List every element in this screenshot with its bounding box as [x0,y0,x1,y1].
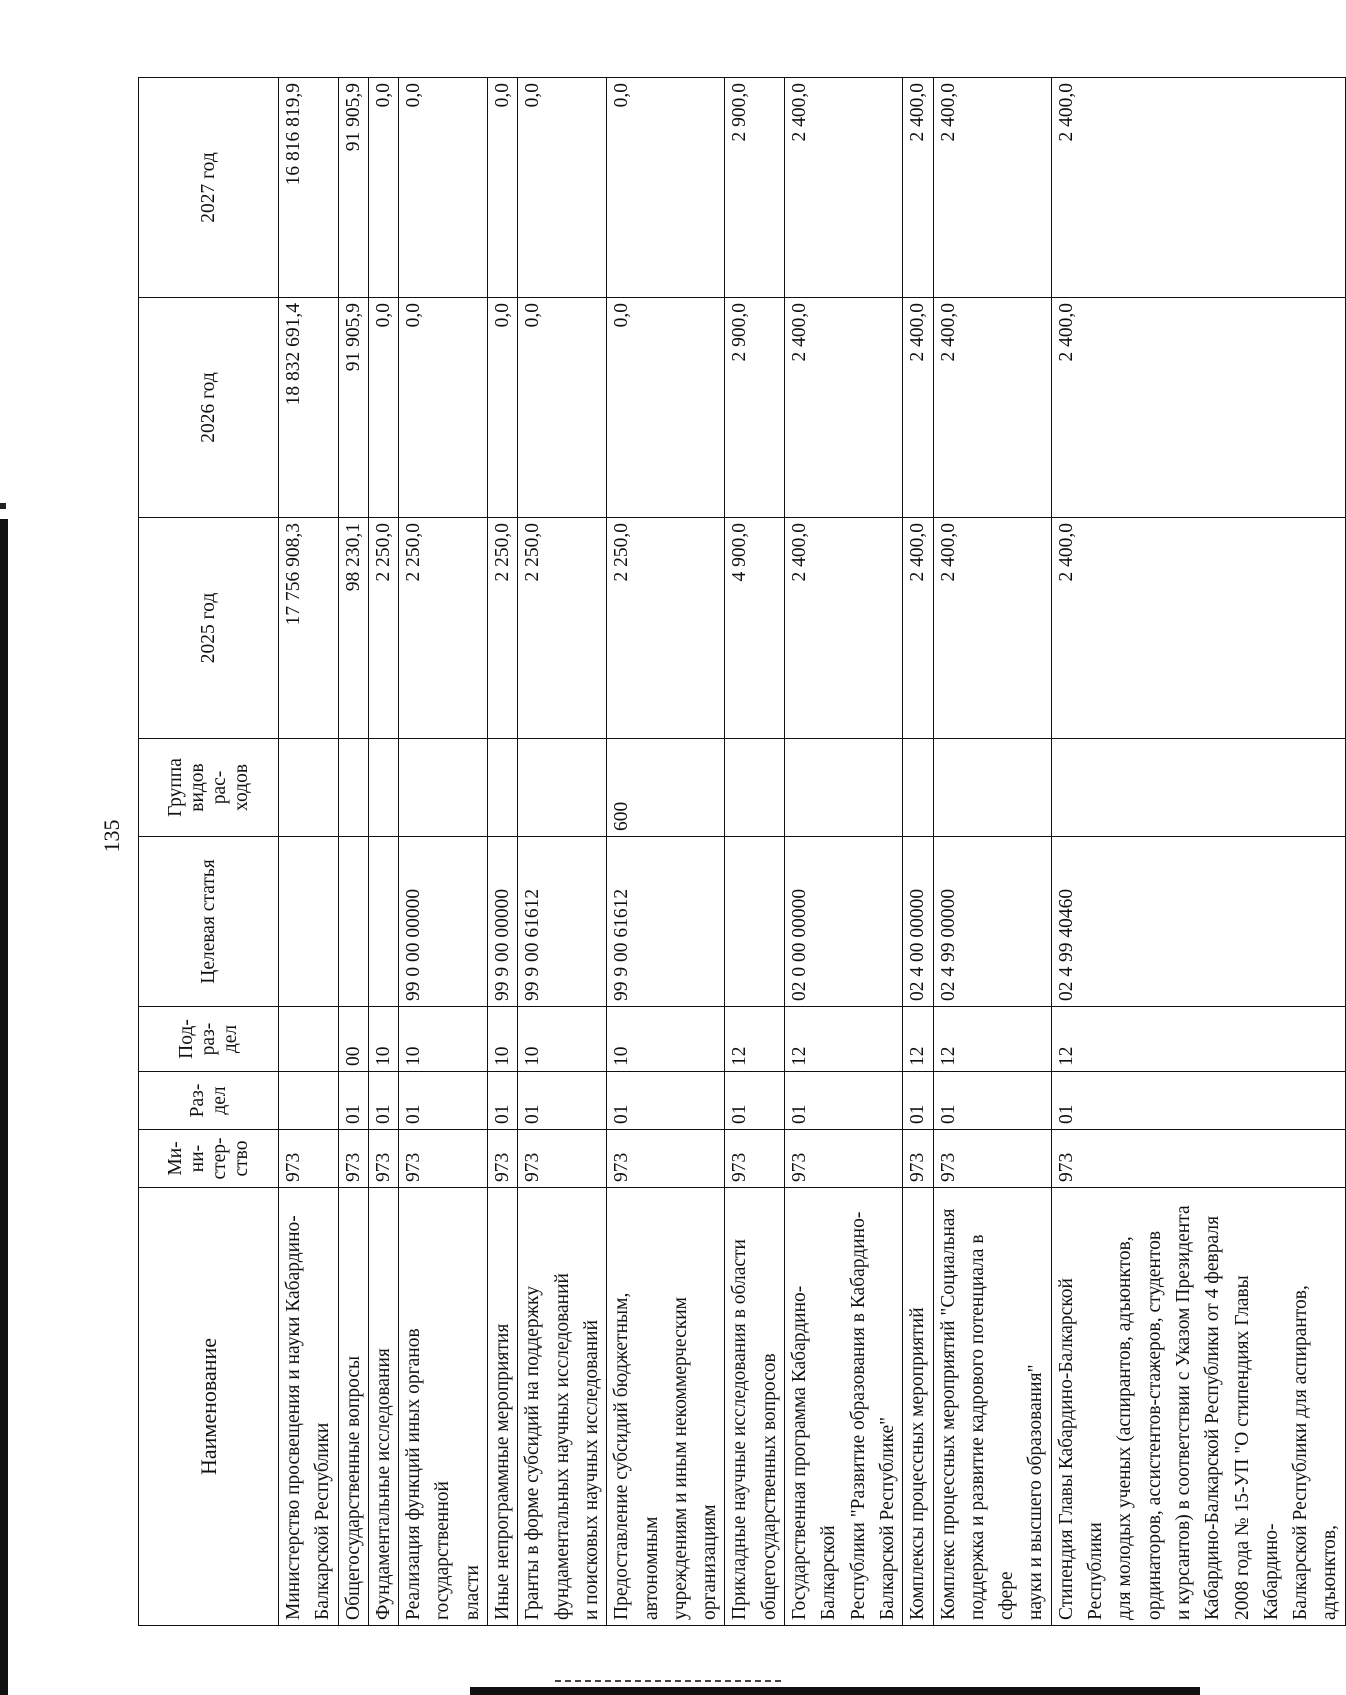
row-section: 01 [488,1072,518,1130]
table-row [1051,78,1345,1626]
row-section: 01 [903,1072,933,1130]
header-line: ство [230,1140,252,1177]
row-name-line: Балкарской Республики для аспирантов, адъюнктов, [1290,1285,1341,1620]
row-group [488,739,518,837]
row-name [279,1188,339,1626]
row-group [338,739,368,837]
row-target [338,837,368,1007]
header-line: ходов [230,763,252,812]
row-section: 01 [785,1072,903,1130]
table-row [903,78,933,1626]
row-section: 01 [368,1072,398,1130]
row-subsection: 10 [368,1007,398,1072]
row-value-2025: 2 400,0 [903,518,933,739]
row-ministry: 973 [785,1130,903,1188]
row-value-2025: 2 250,0 [399,518,488,739]
row-ministry: 973 [933,1130,1051,1188]
row-name-line: Балкарской Республике" [876,1416,898,1620]
row-ministry: 973 [518,1130,607,1188]
row-name-line: ординаторов, ассистентов-стажеров, студентов [1143,1230,1165,1620]
page-number: 135 [99,819,124,853]
row-value-2026: 0,0 [488,298,518,518]
header-line: Под- [175,1019,197,1059]
row-target: 02 0 00 00000 [785,837,903,1007]
row-value-2025: 98 230,1 [338,518,368,739]
row-value-2027: 0,0 [399,78,488,298]
row-group: 600 [607,739,725,837]
row-section: 01 [399,1072,488,1130]
row-value-2025: 2 400,0 [1051,518,1345,739]
rotated-budget-table [138,78,1341,1626]
row-value-2026: 91 905,9 [338,298,368,518]
row-name-line: поддержка и развитие кадрового потенциала в сфере [966,1234,1018,1620]
row-section: 01 [933,1072,1051,1130]
row-value-2026: 2 400,0 [1051,298,1345,518]
row-value-2026: 0,0 [399,298,488,518]
header-target: Целевая статья [139,837,279,1007]
row-value-2027: 0,0 [488,78,518,298]
row-value-2025: 2 400,0 [933,518,1051,739]
row-name-line: Кабардино-Балкарской Республики от 4 февраля [1202,1215,1224,1620]
row-name-line: и поисковых научных исследований [580,1319,602,1620]
row-name [338,1188,368,1626]
row-value-2027: 16 816 819,9 [279,78,339,298]
row-group [1051,739,1345,837]
row-group [518,739,607,837]
row-subsection [279,1007,339,1072]
row-value-2025: 17 756 908,3 [279,518,339,739]
table-row [607,78,725,1626]
row-target: 99 0 00 00000 [399,837,488,1007]
row-value-2027: 0,0 [368,78,398,298]
row-target: 99 9 00 61612 [607,837,725,1007]
table-row [725,78,785,1626]
row-value-2025: 2 250,0 [607,518,725,739]
row-value-2026: 0,0 [518,298,607,518]
row-subsection: 10 [488,1007,518,1072]
row-value-2026: 2 400,0 [785,298,903,518]
row-value-2027: 0,0 [607,78,725,298]
row-ministry: 973 [903,1130,933,1188]
row-value-2026: 18 832 691,4 [279,298,339,518]
row-group [903,739,933,837]
row-name [399,1188,488,1626]
row-section: 01 [518,1072,607,1130]
header-line: Группа [164,758,186,817]
row-value-2026: 0,0 [368,298,398,518]
row-target: 02 4 99 00000 [933,837,1051,1007]
table-row [488,78,518,1626]
row-ministry: 973 [725,1130,785,1188]
row-subsection: 10 [518,1007,607,1072]
row-name-line: Общегосударственные вопросы [342,1355,364,1620]
row-name [368,1188,398,1626]
scan-edge-left [0,519,8,1695]
header-2026: 2026 год [139,298,279,518]
row-ministry: 973 [279,1130,339,1188]
row-name [518,1188,607,1626]
row-name-line: Фундаментальные исследования [372,1348,394,1620]
row-ministry: 973 [368,1130,398,1188]
row-name-line: общегосударственных вопросов [758,1353,780,1620]
header-line: Раз- [186,1083,208,1118]
table-row [933,78,1051,1626]
row-value-2026: 2 400,0 [933,298,1051,518]
row-name-line: Государственная программа Кабардино-Балкарской [789,1285,840,1620]
row-value-2025: 2 250,0 [488,518,518,739]
row-section: 01 [338,1072,368,1130]
row-name-line: Балкарской Республики [312,1422,334,1620]
scan-edge-dash [555,1680,785,1682]
row-section: 01 [725,1072,785,1130]
table-body [279,78,1346,1626]
row-target: 99 9 00 00000 [488,837,518,1007]
header-2027: 2027 год [139,78,279,298]
row-name-line: Республики "Развитие образования в Кабардино- [847,1211,869,1620]
row-name-line: власти [461,1565,483,1620]
row-name-line: для молодых ученых (аспирантов, адъюнктов, [1114,1236,1136,1620]
row-group [933,739,1051,837]
header-group [139,739,279,837]
scan-edge-mark [0,503,6,509]
table-row [368,78,398,1626]
row-name-line: Гранты в форме субсидий на поддержку [522,1285,544,1620]
header-line: видов [186,763,208,812]
row-name-line: Стипендия Главы Кабардино-Балкарской Республики [1055,1278,1107,1620]
row-ministry: 973 [1051,1130,1345,1188]
table-row [279,78,339,1626]
header-line: рас- [208,770,230,805]
row-group [368,739,398,837]
row-name [1051,1188,1345,1626]
row-target [368,837,398,1007]
row-name [607,1188,725,1626]
row-subsection: 12 [903,1007,933,1072]
row-value-2025: 4 900,0 [725,518,785,739]
header-ministry [139,1130,279,1188]
row-value-2025: 2 250,0 [518,518,607,739]
header-section [139,1072,279,1130]
budget-table [138,77,1346,1626]
row-target [725,837,785,1007]
row-target: 02 4 00 00000 [903,837,933,1007]
row-value-2027: 91 905,9 [338,78,368,298]
header-line: Ми- [164,1141,186,1176]
row-value-2025: 2 400,0 [785,518,903,739]
row-name [785,1188,903,1626]
row-name-line: 2008 года № 15-УП "О стипендиях Главы Кабардино- [1231,1275,1282,1620]
row-group [785,739,903,837]
row-name-line: Комплекс процессных мероприятий "Социальная [937,1208,959,1620]
row-subsection: 12 [785,1007,903,1072]
table-row [338,78,368,1626]
row-ministry: 973 [338,1130,368,1188]
row-group [279,739,339,837]
header-line: дел [208,1086,230,1115]
row-value-2026: 2 400,0 [903,298,933,518]
row-name-line: Министерство просвещения и науки Кабардино- [283,1215,304,1620]
row-ministry: 973 [399,1130,488,1188]
row-group [725,739,785,837]
row-subsection: 12 [933,1007,1051,1072]
row-name-line: и курсантов) в соответствии с Указом Президента [1172,1205,1194,1620]
header-line: стер- [208,1137,230,1180]
row-name-line: Комплексы процессных мероприятий [907,1307,929,1620]
row-subsection: 12 [725,1007,785,1072]
header-subsection [139,1007,279,1072]
row-value-2027: 2 400,0 [933,78,1051,298]
scan-edge-bottom [470,1687,1200,1695]
table-row [785,78,903,1626]
row-section [279,1072,339,1130]
row-name [488,1188,518,1626]
row-section: 01 [1051,1072,1345,1130]
row-value-2025: 2 250,0 [368,518,398,739]
row-value-2027: 2 400,0 [785,78,903,298]
row-value-2027: 2 900,0 [725,78,785,298]
row-value-2027: 2 400,0 [1051,78,1345,298]
row-name-line: науки и высшего образования" [1025,1364,1047,1620]
row-subsection: 10 [399,1007,488,1072]
header-line: раз- [197,1022,219,1056]
row-section: 01 [607,1072,725,1130]
row-target: 02 4 99 40460 [1051,837,1345,1007]
row-value-2027: 0,0 [518,78,607,298]
row-name-line: Реализация функций иных органов государственной [403,1328,454,1620]
row-name-line: Предоставление субсидий бюджетным, автономным [611,1292,662,1620]
row-name [725,1188,785,1626]
row-group [399,739,488,837]
row-ministry: 973 [607,1130,725,1188]
row-subsection: 00 [338,1007,368,1072]
row-target: 99 9 00 61612 [518,837,607,1007]
row-subsection: 10 [607,1007,725,1072]
row-value-2026: 0,0 [607,298,725,518]
row-target [279,837,339,1007]
row-name [903,1188,933,1626]
row-name-line: фундаментальных научных исследований [551,1273,573,1620]
row-name [933,1188,1051,1626]
row-value-2027: 2 400,0 [903,78,933,298]
row-subsection: 12 [1051,1007,1345,1072]
row-name-line: Иные непрограммные мероприятия [492,1323,514,1620]
row-value-2026: 2 900,0 [725,298,785,518]
header-2025: 2025 год [139,518,279,739]
row-name-line: Прикладные научные исследования в области [729,1239,751,1620]
table-header-row [139,78,279,1626]
table-row [399,78,488,1626]
header-name: Наименование [139,1188,279,1626]
row-name-line: учреждениям и иным некоммерческим организациям [669,1297,721,1620]
row-ministry: 973 [488,1130,518,1188]
header-line: ни- [186,1144,208,1173]
header-line: дел [219,1024,241,1054]
table-row [518,78,607,1626]
